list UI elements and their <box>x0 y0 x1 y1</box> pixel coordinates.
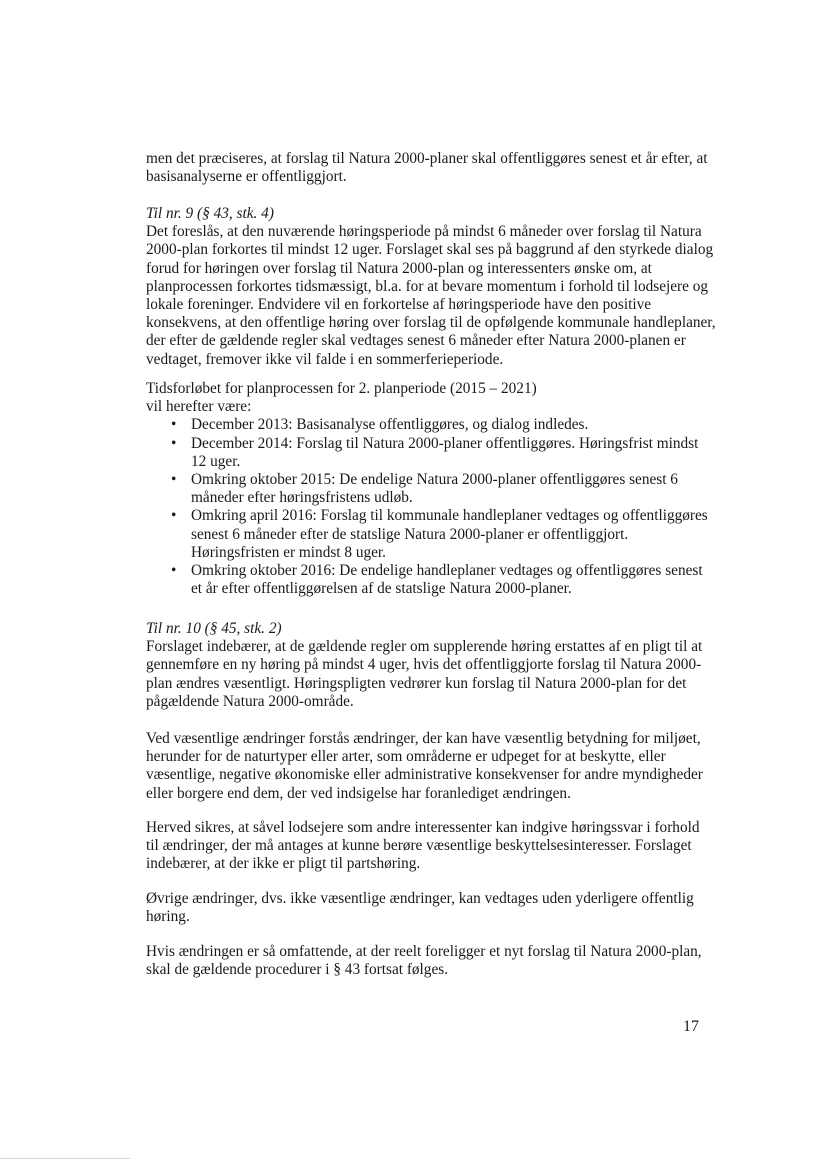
section-10-paragraph-5: Hvis ændringen er så omfattende, at der reelt foreligger et nyt forslag til Natura 2000-plan, skal de gældende procedurer i § 43 fortsat følges. <box>146 943 702 979</box>
section-10-block-5 <box>146 943 716 979</box>
section-10-block-2 <box>146 730 716 803</box>
list-item: • December 2013: Basisanalyse offentliggøres, og dialog indledes. <box>146 416 716 434</box>
section-10 <box>146 620 716 711</box>
section-9 <box>146 205 716 369</box>
intro-paragraph <box>146 150 716 186</box>
scan-artifact-line <box>0 1158 130 1159</box>
section-9-paragraph: Det foreslås, at den nuværende høringsperiode på mindst 6 måneder over forslag til Natura 2000-plan forkortes til mindst 12 uger. Forslaget skal ses på baggrund af den styrkede dialog forud for høringen over forslag til Natura 2000-plan og interessenters ønske om, at planprocessen forkortes tidsmæssigt, bl.a. for at bevare momentum i forhold til lodsejere og lokale foreninger. Endvidere vil en forkortelse af høringsperiode have den positive konsekvens, at den offentlige høring over forslag til de opfølgende kommunale handleplaner, der efter de gældende regler skal vedtages senest 6 måneder efter Natura 2000-planen er vedtaget, fremover ikke vil falde i en sommerferieperiode. <box>146 223 716 368</box>
section-10-paragraph-2: Ved væsentlige ændringer forstås ændringer, der kan have væsentlig betydning for miljøet, herunder for de naturtyper eller arter, som områderne er udpeget for at beskytte, eller væsentlige, negative økonomiske eller administrative konsekvenser for andre myndigheder eller borgere end dem, der ved indsigelse har foranlediget ændringen. <box>146 730 703 802</box>
intro-text: men det præciseres, at forslag til Natura 2000-planer skal offentliggøres senest et år efter, at basisanalyserne er offentliggjort. <box>146 150 708 186</box>
list-item: • Omkring april 2016: Forslag til kommunale handleplaner vedtages og offentliggøres senest 6 måneder efter de statslige Natura 2000-planer er offentliggjort. Høringsfristen er mindst 8 uger. <box>146 507 716 562</box>
section-10-paragraph-3: Herved sikres, at såvel lodsejere som andre interessenter kan indgive høringssvar i forhold til ændringer, der må antages at kunne berøre væsentlige beskyttelsesinteresser. Forslaget indebærer, at der ikke er pligt til partshøring. <box>146 819 700 873</box>
timeline-intro-line2: vil herefter være: <box>146 398 252 416</box>
list-item: • Omkring oktober 2015: De endelige Natura 2000-planer offentliggøres senest 6 måneder efter høringsfristens udløb. <box>146 471 716 507</box>
section-10-block-4 <box>146 890 716 926</box>
section-10-block-3 <box>146 819 716 874</box>
list-item: • December 2014: Forslag til Natura 2000-planer offentliggøres. Høringsfrist mindst 12 uger. <box>146 435 716 471</box>
section-10-paragraph-1: Forslaget indebærer, at de gældende regler om supplerende høring erstattes af en pligt til at gennemføre en ny høring på mindst 4 uger, hvis det offentliggjorte forslag til Natura 2000-plan ændres væsentligt. Høringspligten vedrører kun forslag til Natura 2000-plan for det pågældende Natura 2000-område. <box>146 638 703 710</box>
timeline-intro-line1: Tidsforløbet for planprocessen for 2. planperiode (2015 – 2021) <box>146 380 537 397</box>
section-9-heading: Til nr. 9 (§ 43, stk. 4) <box>146 205 274 222</box>
section-10-paragraph-4: Øvrige ændringer, dvs. ikke væsentlige ændringer, kan vedtages uden yderligere offentlig høring. <box>146 890 694 926</box>
section-10-heading: Til nr. 10 (§ 45, stk. 2) <box>146 620 282 637</box>
timeline-section <box>146 380 716 598</box>
list-item: • Omkring oktober 2016: De endelige handleplaner vedtages og offentliggøres senest et år efter offentliggørelsen af de statslige Natura 2000-planer. <box>146 562 716 598</box>
page-number: 17 <box>683 1018 699 1035</box>
timeline-list <box>146 416 716 598</box>
